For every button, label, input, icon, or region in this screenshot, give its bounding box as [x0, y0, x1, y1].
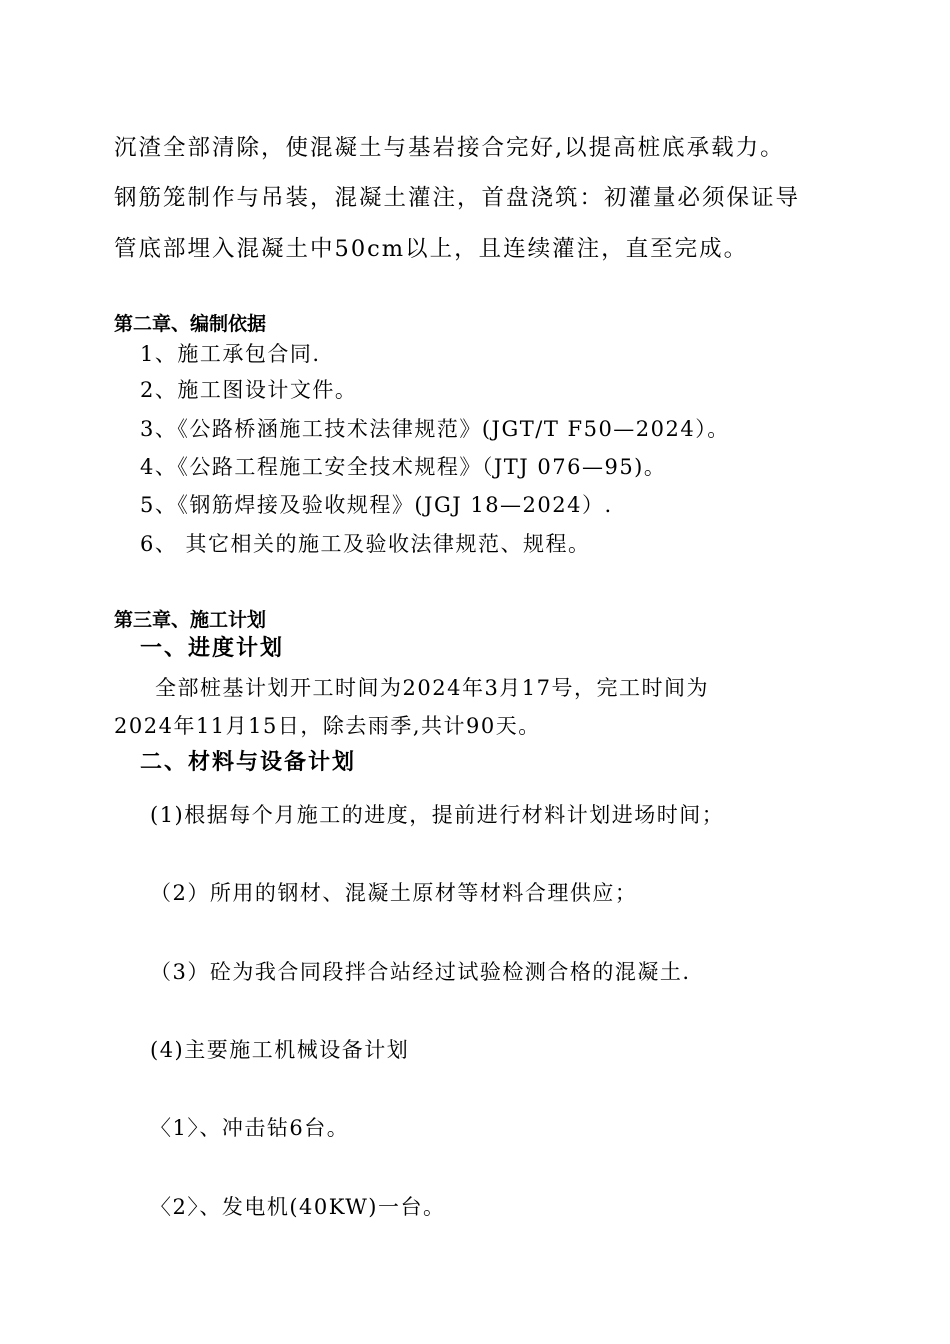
basis-item: 2、施工图设计文件。 — [140, 378, 358, 402]
materials-item: (4)主要施工机械设备计划 — [150, 1038, 410, 1062]
materials-heading: 二、材料与设备计划 — [140, 750, 357, 775]
intro-line-2: 钢筋笼制作与吊装，混凝土灌注，首盘浇筑：初灌量必须保证导 — [114, 185, 801, 211]
schedule-line-1: 全部桩基计划开工时间为2024年3月17号，完工时间为 — [155, 676, 710, 700]
chapter-3-heading: 第三章、施工计划 — [114, 609, 267, 631]
basis-item: 4、《公路工程施工安全技术规程》（JTJ 076—95)。 — [140, 455, 667, 479]
materials-item: （2）所用的钢材、混凝土原材等材料合理供应； — [150, 881, 638, 905]
materials-item: （3）砼为我合同段拌合站经过试验检测合格的混凝土. — [150, 960, 691, 984]
materials-item: (1)根据每个月施工的进度，提前进行材料计划进场时间； — [150, 803, 725, 827]
schedule-heading: 一、进度计划 — [140, 636, 285, 661]
basis-item: 5、《钢筋焊接及验收规程》(JGJ 18—2024）. — [140, 493, 613, 517]
intro-line-3: 管底部埋入混凝土中50cm以上，且连续灌注，直至完成。 — [114, 236, 749, 262]
basis-item: 1、施工承包合同. — [140, 342, 321, 366]
materials-item: 〈1〉、冲击钻6台。 — [150, 1116, 350, 1140]
intro-line-1: 沉渣全部清除，使混凝土与基岩接合完好,以提高桩底承载力。 — [114, 135, 785, 161]
basis-item: 6、 其它相关的施工及验收法律规范、规程。 — [140, 532, 591, 556]
chapter-2-heading: 第二章、编制依据 — [114, 313, 267, 335]
schedule-line-2: 2024年11月15日，除去雨季,共计90天。 — [114, 714, 541, 738]
basis-item: 3、《公路桥涵施工技术法律规范》(JGT/T F50—2024）。 — [140, 417, 730, 441]
materials-item: 〈2〉、发电机(40KW)一台。 — [150, 1195, 446, 1219]
